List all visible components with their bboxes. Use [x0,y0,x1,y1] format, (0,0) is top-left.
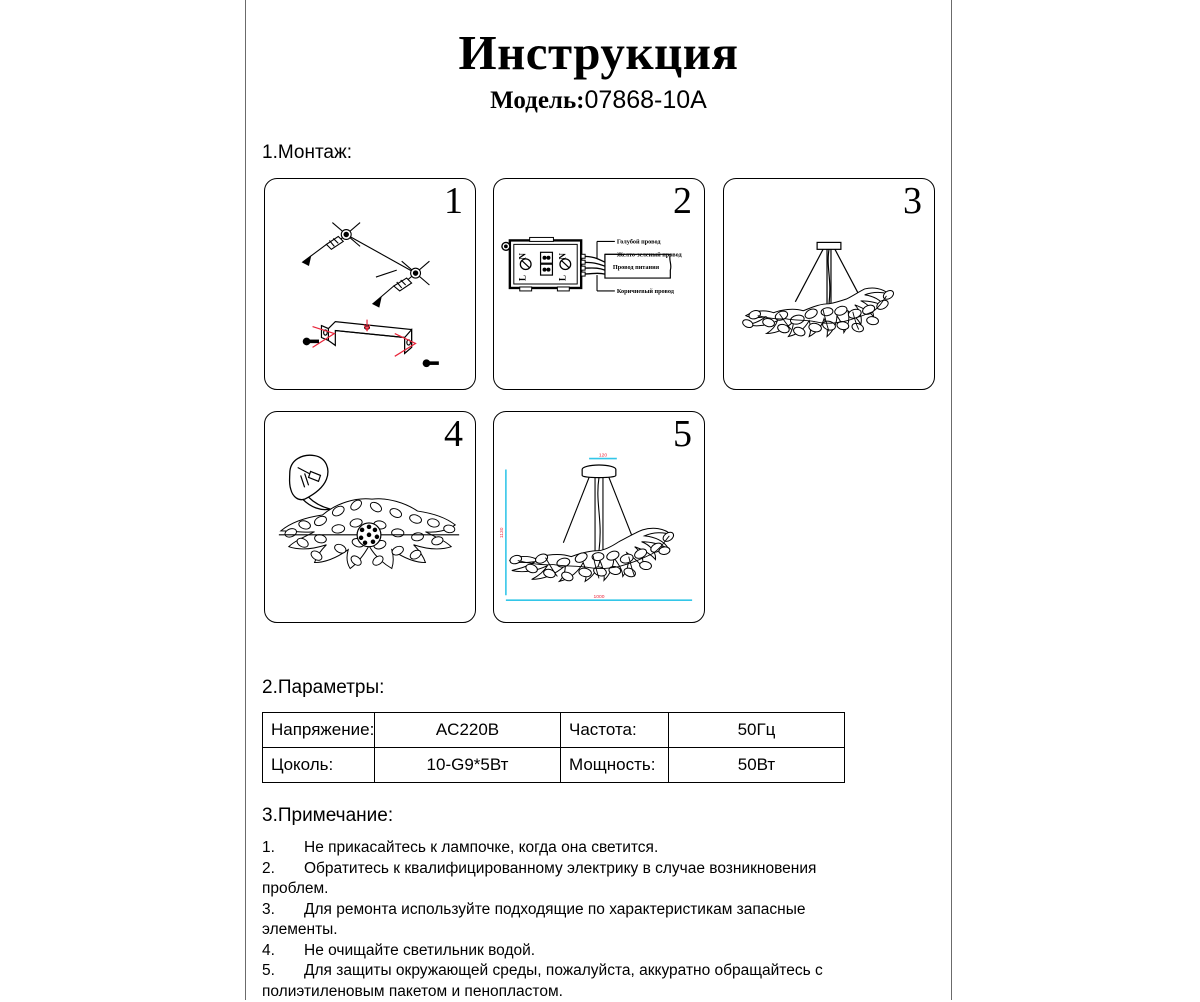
wire-label-power: Провод питания [612,264,660,272]
wire-label-yellow-green: Желто-зеленый провод [616,251,682,259]
parameters-table [262,712,845,783]
step-panel-3 [723,178,935,390]
step-panel-2 [493,178,705,390]
note-text: Не очищайте светильник водой. [304,941,536,959]
model-line [246,88,951,113]
model-value: 07868-10A [584,86,707,114]
param-value-socket: 10-G9*5Вт [375,748,561,783]
terminal-label-n-left: N [517,253,528,260]
dimension-label-total-width: 1000 [593,595,605,601]
note-number: 2. [262,859,275,877]
wire-label-brown: Коричневый провод [616,287,674,295]
step-number-2: 2 [673,180,692,222]
section-heading-parameters: 2.Параметры: [262,677,385,698]
wire-label-blue: Голубой провод [616,238,661,246]
step-number-1: 1 [444,180,463,222]
note-text: Обратитесь к квалифицированному электрику в случае возникновения проблем. [262,859,817,897]
instruction-sheet [245,0,952,1000]
step-panel-5 [493,411,705,623]
note-text: Для защиты окружающей среды, пожалуйста, аккуратно обращайтесь с полиэтиленовым пакетом и пенопластом. [262,962,823,1000]
terminal-label-l-right: L [557,275,568,282]
table-row [263,713,845,748]
note-text: Не прикасайтесь к лампочке, когда она светится. [304,839,659,856]
param-value-frequency: 50Гц [669,713,845,748]
notes-list [262,838,862,1002]
list-item [262,941,862,962]
table-row [263,748,845,783]
terminal-label-n-right: N [557,253,568,260]
dimension-label-total-height: 1130 [499,527,505,539]
note-number: 4. [262,941,275,959]
wiring-diagram-illustration [494,179,704,389]
step-number-5: 5 [673,413,692,455]
note-number: 1. [262,839,275,856]
step-number-4: 4 [444,413,463,455]
step-panel-4 [264,411,476,623]
step-number-3: 3 [903,180,922,222]
param-label-power: Мощность: [561,748,669,783]
dimension-label-canopy-width: 120 [598,453,608,459]
step-panel-1 [264,178,476,390]
param-value-voltage: AC220В [375,713,561,748]
param-value-power: 50Вт [669,748,845,783]
note-number: 5. [262,962,275,979]
section-heading-mounting: 1.Монтаж: [262,142,352,163]
note-text: Для ремонта используйте подходящие по характеристикам запасные элементы. [262,900,806,938]
terminal-label-l-left: L [517,275,528,282]
mounting-bracket-illustration [265,179,475,389]
list-item [262,838,862,859]
list-item [262,961,862,1002]
list-item [262,859,862,900]
page-title: Инструкция [458,25,739,80]
param-label-frequency: Частота: [561,713,669,748]
param-label-socket: Цоколь: [263,748,375,783]
model-label: Модель: [490,87,585,114]
chandelier-front-view-illustration [724,179,934,389]
section-heading-notes: 3.Примечание: [262,805,394,826]
param-label-voltage: Напряжение: [263,713,375,748]
list-item [262,900,862,941]
note-number: 3. [262,900,275,918]
dimensions-illustration [494,412,704,622]
bulb-installation-illustration [265,412,475,622]
